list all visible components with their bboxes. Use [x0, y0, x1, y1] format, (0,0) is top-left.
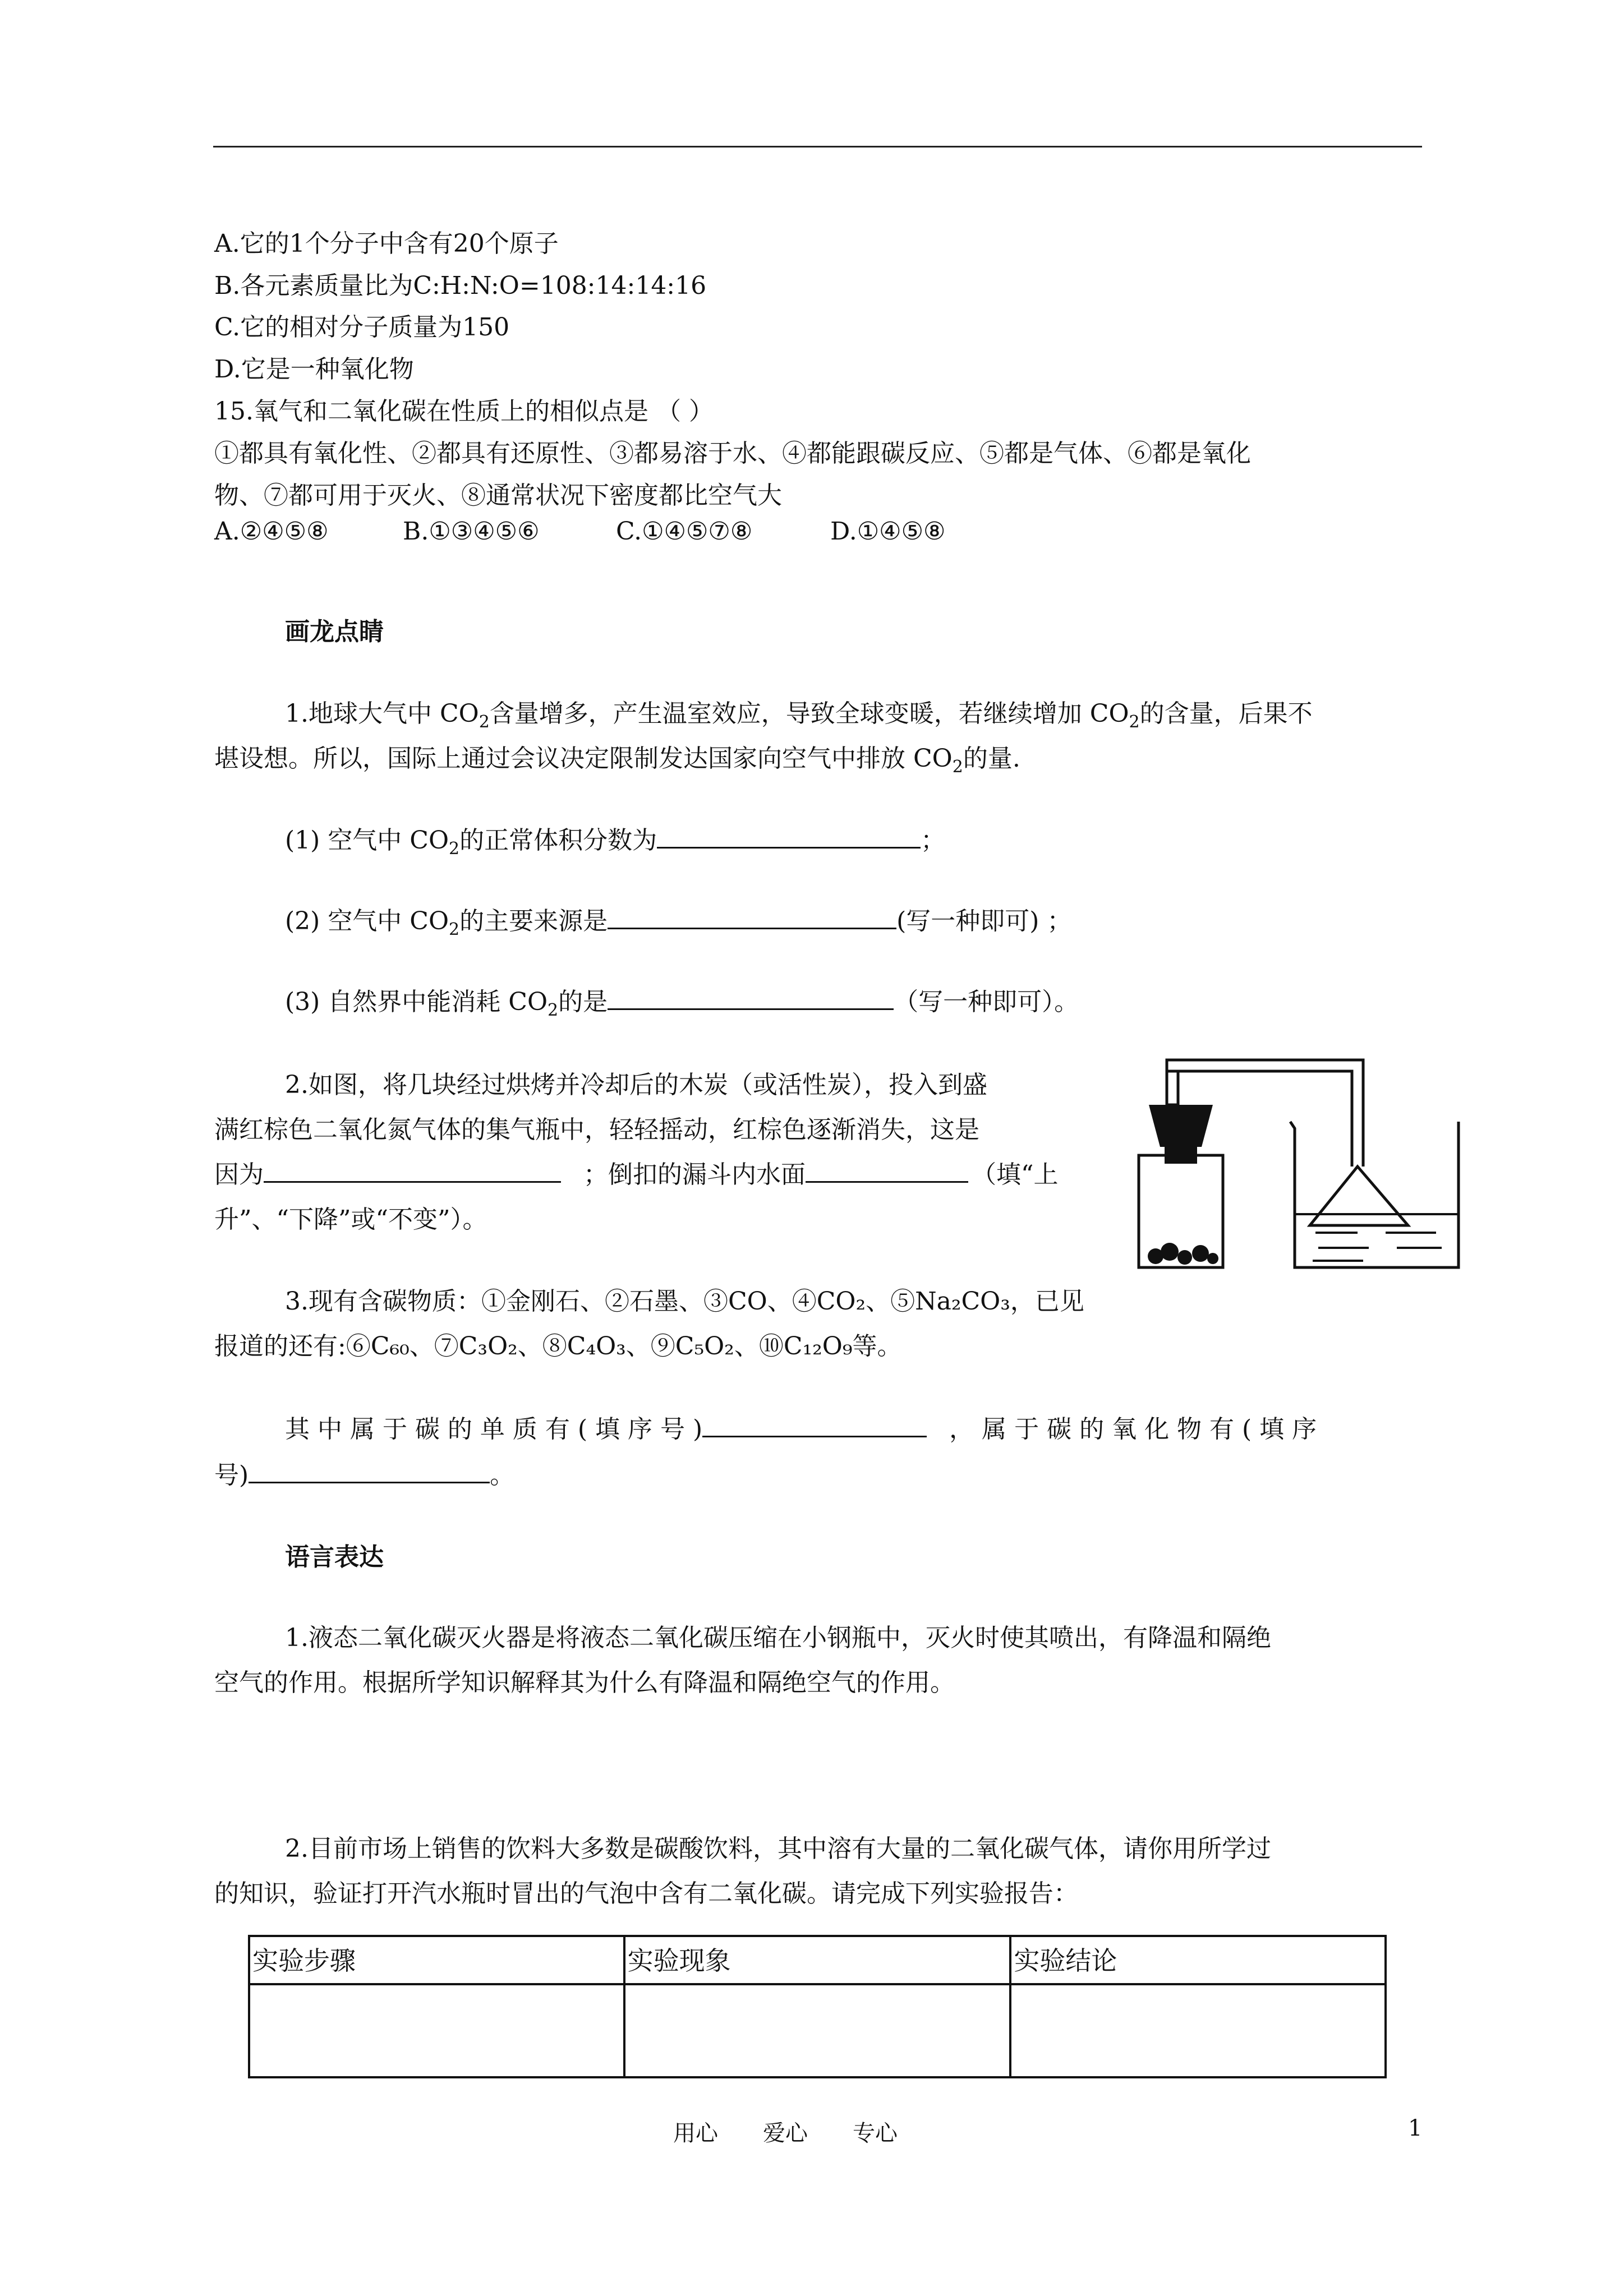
stopper [1165, 1147, 1197, 1164]
s2-q2-line2: 的知识，验证打开汽水瓶时冒出的气泡中含有二氧化碳。请完成下列实验报告： [214, 1879, 1078, 1908]
s1-q2-line1: 2.如图，将几块经过烘烤并冷却后的木炭（或活性炭），投入到盛 [285, 1071, 987, 1099]
s1-q3-line1: 3.现有含碳物质：①金刚石、②石墨、③CO、④CO₂、⑤Na₂CO₃，已见 [285, 1287, 1084, 1316]
charcoal-pieces [1148, 1243, 1218, 1265]
table-header-phenomena: 实验现象 [624, 1936, 1011, 1984]
s1-q1-line2: 堪设想。所以，国际上通过会议决定限制发达国家向空气中排放 $CO_2$的量. [214, 744, 1020, 777]
q15-option-c: C.①④⑤⑦⑧ [616, 517, 753, 546]
table-cell-conclusion[interactable] [1010, 1984, 1386, 2077]
table-header-steps: 实验步骤 [249, 1936, 624, 1984]
answer-blank[interactable] [264, 1156, 561, 1183]
table-cell-phenomena[interactable] [624, 1984, 1011, 2077]
s1-q3-line3: 其 中 属 于 碳 的 单 质 有 ( 填 序 号 ) ， 属 于 碳 的 氧 化 物 有 ( 填 序 [285, 1409, 1317, 1445]
s1-q1-sub3: (3) 自然界中能消耗 $CO_2$的是 （写一种即可）。 [285, 981, 1079, 1020]
q15-option-b: B.①③④⑤⑥ [403, 517, 540, 546]
beaker [1290, 1122, 1459, 1267]
table-header-conclusion: 实验结论 [1010, 1936, 1386, 1984]
stopper-top [1149, 1105, 1213, 1147]
q14-option-a: A.它的1个分子中含有20个原子 [214, 229, 559, 258]
s1-q2-line4: 升”、“下降”或“不变”）。 [214, 1205, 487, 1234]
q14-option-d: D.它是一种氧化物 [214, 355, 414, 384]
s2-q1-line1: 1.液态二氧化碳灭火器是将液态二氧化碳压缩在小钢瓶中，灭火时使其喷出，有降温和隔绝 [285, 1624, 1271, 1652]
s1-q1-line1: 1.地球大气中 $CO_2$含量增多，产生温室效应，导致全球变暖，若继续增加 $CO_2$的含量，后果不 [285, 699, 1313, 732]
experiment-report-table [248, 1935, 1387, 2078]
answer-blank[interactable] [249, 1457, 490, 1483]
s1-q3-line4: 号) 。 [214, 1455, 514, 1491]
q15-option-d: D.①④⑤⑧ [830, 517, 946, 546]
q15-stem: 15.氧气和二氧化碳在性质上的相似点是 （ ） [214, 397, 714, 426]
header-rule [213, 146, 1422, 147]
s1-q1-sub2: (2) 空气中 $CO_2$的主要来源是 (写一种即可) ； [285, 901, 1071, 939]
water-lines [1295, 1214, 1459, 1261]
q15-option-a: A.②④⑤⑧ [214, 517, 329, 546]
q14-option-b: B.各元素质量比为C:H:N:O=108:14:14:16 [214, 271, 707, 300]
answer-blank[interactable] [702, 1411, 927, 1437]
s1-q1-sub1: (1) 空气中 $CO_2$的正常体积分数为 ； [285, 820, 945, 859]
section-title-yuyan: 语言表达 [285, 1543, 384, 1571]
section-title-hualong: 画龙点睛 [285, 617, 384, 646]
table-cell-steps[interactable] [249, 1984, 624, 2077]
s1-q2-line3: 因为 ；倒扣的漏斗内水面 （填“上 [214, 1154, 1059, 1190]
inverted-funnel [1310, 1167, 1408, 1225]
s1-q2-line2: 满红棕色二氧化氮气体的集气瓶中，轻轻摇动，红棕色逐渐消失，这是 [214, 1115, 979, 1144]
answer-blank[interactable] [806, 1156, 968, 1183]
s2-q2-line1: 2.目前市场上销售的饮料大多数是碳酸饮料，其中溶有大量的二氧化碳气体，请你用所学过 [285, 1834, 1271, 1863]
answer-blank[interactable] [608, 903, 896, 929]
s1-q3-line2: 报道的还有:⑥C₆₀、⑦C₃O₂、⑧C₄O₃、⑨C₅O₂、⑩C₁₂O₉等。 [214, 1332, 902, 1361]
apparatus-diagram [1122, 1054, 1515, 1273]
answer-blank[interactable] [608, 984, 894, 1010]
page-number: 1 [1408, 2115, 1423, 2141]
footer-motto: 用心 爱心 专心 [673, 2120, 898, 2146]
s2-q1-line2: 空气的作用。根据所学知识解释其为什么有降温和隔绝空气的作用。 [214, 1668, 955, 1697]
tube-vertical-left [1167, 1071, 1178, 1105]
q14-option-c: C.它的相对分子质量为150 [214, 313, 510, 342]
answer-blank[interactable] [657, 822, 921, 849]
q15-items-line1: ①都具有氧化性、②都具有还原性、③都易溶于水、④都能跟碳反应、⑤都是气体、⑥都是氧化 [214, 439, 1251, 468]
q15-items-line2: 物、⑦都可用于灭火、⑧通常状况下密度都比空气大 [214, 481, 782, 510]
